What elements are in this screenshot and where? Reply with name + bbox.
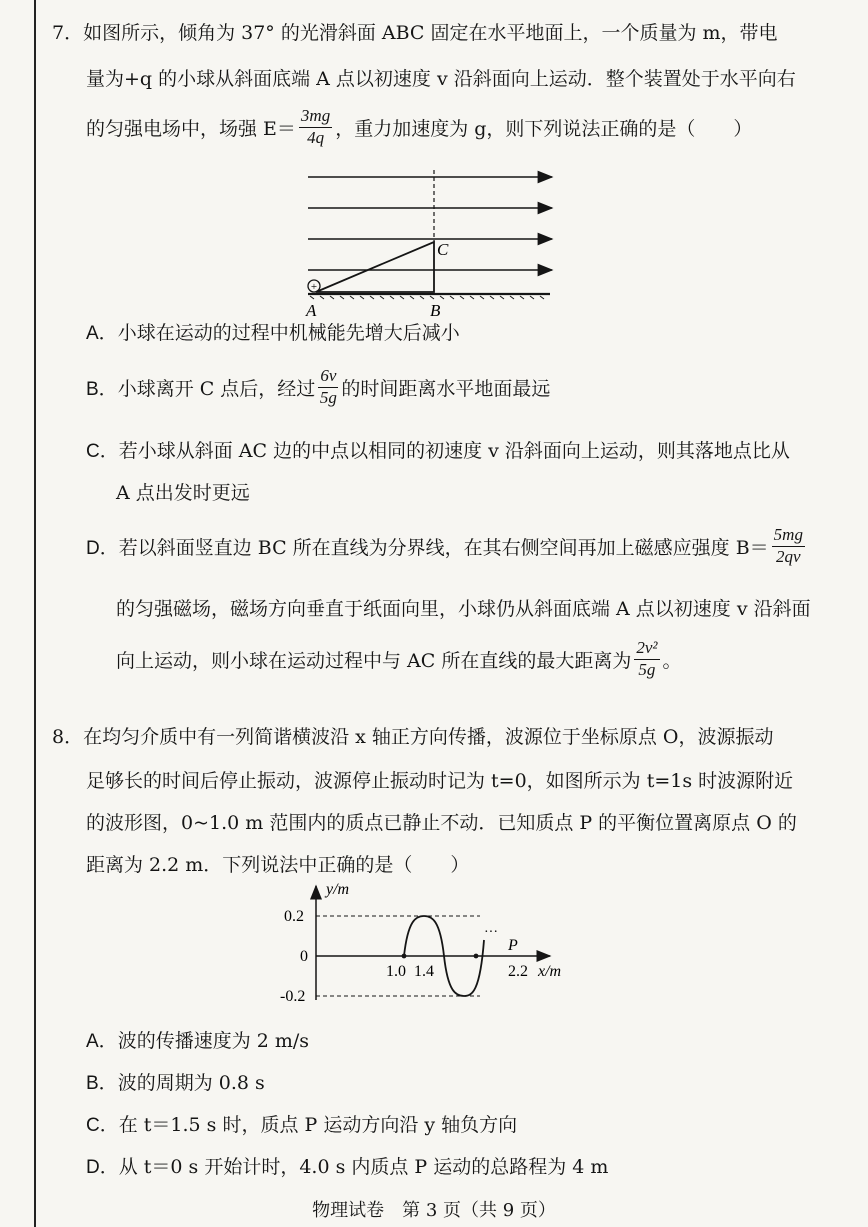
q7-text-3b: ，重力加速度为 g，则下列说法正确的是（ ） (335, 117, 753, 140)
q7-option-d-line-2: 的匀强磁场，磁场方向垂直于纸面向里，小球仍从斜面底端 A 点以初速度 v 沿斜面 (116, 598, 811, 620)
q8-line-4: 距离为 2.2 m．下列说法中正确的是（ ） (86, 854, 470, 876)
q7-figure (300, 160, 570, 320)
q7-text-1: 如图所示，倾角为 37° 的光滑斜面 ABC 固定在水平地面上，一个质量为 m，带电 (83, 22, 778, 44)
q8-option-b: B．波的周期为 0.8 s (86, 1072, 265, 1094)
tick-x-2-2: 2.2 (508, 963, 528, 980)
tick-x-1-0: 1.0 (386, 963, 406, 980)
tick-y-zero: 0 (300, 948, 308, 965)
page-left-border (34, 0, 36, 1227)
q7-line-2: 量为+q 的小球从斜面底端 A 点以初速度 v 沿斜面向上运动．整个装置处于水平向右 (86, 68, 796, 90)
label-c: C (437, 240, 449, 259)
q7-option-d-line-1: D． 若以斜面竖直边 BC 所在直线为分界线，在其右侧空间再加上磁感应强度 B＝ $\frac{5mg}{2qv}$ (86, 524, 803, 566)
q7-line-1 (52, 18, 778, 45)
incline-abc (316, 242, 434, 292)
q7-option-c-line-1: C．若小球从斜面 AC 边的中点以相同的初速度 v 沿斜面向上运动，则其落地点比从 (86, 440, 790, 462)
page-footer: 物理试卷 第 3 页（共 9 页） (312, 1200, 556, 1221)
q7-option-a: A．小球在运动的过程中机械能先增大后减小 (86, 322, 460, 344)
q7-number: 7． (52, 22, 84, 44)
q7-option-c-line-2: A 点出发时更远 (116, 482, 250, 504)
field-fraction: $\frac{3mg}{4q}$ (300, 105, 331, 147)
q8-option-a: A．波的传播速度为 2 m/s (86, 1030, 310, 1052)
q8-option-c: C．在 t＝1.5 s 时，质点 P 运动方向沿 y 轴负方向 (86, 1114, 518, 1136)
ball-charge: + (310, 281, 318, 293)
q7-option-b: B． 小球离开 C 点后，经过 $\frac{6v}{5g}$ 的时间距离水平地面最远 (86, 365, 551, 407)
q7-option-d-line-3: 向上运动，则小球在运动过程中与 AC 所在直线的最大距离为 $\frac{\text{2v²}}{5g}$ 。 (116, 637, 682, 679)
q8-option-d: D．从 t＝0 s 开始计时，4.0 s 内质点 P 运动的总路程为 4 m (86, 1156, 609, 1178)
label-a: A (306, 301, 317, 320)
label-p: P (508, 937, 518, 954)
q8-line-3: 的波形图，0~1.0 m 范围内的质点已静止不动．已知质点 P 的平衡位置离原点 O 的 (86, 812, 797, 834)
b-field-fraction: $\frac{5mg}{2qv}$ (773, 524, 803, 566)
tick-y-top: 0.2 (284, 908, 304, 925)
x-axis-label: x/m (538, 963, 562, 980)
tick-y-bottom: -0.2 (280, 988, 306, 1005)
point-1-8 (474, 954, 479, 959)
q7-line-3 (86, 104, 752, 150)
point-1-0 (402, 954, 407, 959)
distance-fraction: $\frac{\text{2v²}}{5g}$ (636, 637, 658, 679)
q8-wave-figure (270, 880, 580, 1010)
q8-line-2: 足够长的时间后停止振动，波源停止振动时记为 t=0，如图所示为 t=1s 时波源附近 (86, 770, 794, 792)
wave-continue-dots: ··· (484, 925, 498, 940)
label-b: B (430, 301, 441, 320)
y-axis-label: y/m (326, 881, 350, 898)
time-fraction: $\frac{6v}{5g}$ (319, 365, 337, 407)
q8-line-1: 8．在均匀介质中有一列简谐横波沿 x 轴正方向传播，波源位于坐标原点 O，波源振动 (52, 726, 774, 748)
q7-text-3a: 的匀强电场中，场强 E＝ (86, 117, 296, 140)
ground-hatch (310, 296, 544, 299)
tick-x-1-4: 1.4 (414, 963, 434, 980)
